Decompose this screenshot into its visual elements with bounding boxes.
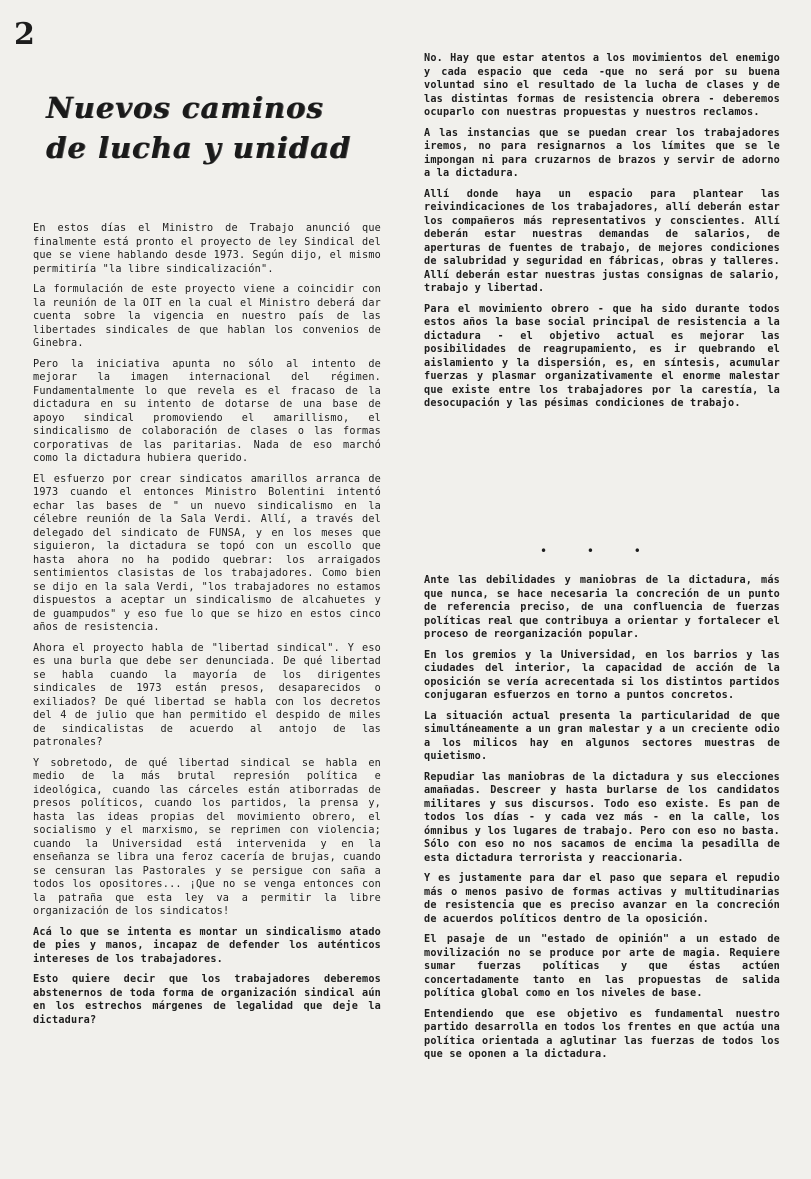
left-column xyxy=(33,222,381,1034)
paragraph: La situación actual presenta la particularidad de que simultáneamente a un gran malestar y a un creciente odio a los milicos hay en algunos sectores muestras de quietismo. xyxy=(424,710,780,762)
paragraph: El esfuerzo por crear sindicatos amarillos arranca de 1973 cuando el entonces Ministro Bolentini intentó echar las bases de " un nuevo sindicalismo en la célebre reunión de la Sala Verdi. Allí, a través del delegado del sindicato de FUNSA, y en los meses que siguieron, la dictadura se topó con un escollo que hasta ahora no ha podido quebrar: los arraigados sentimientos clasistas de los trabajadores. Como bien se dijo en la sala Verdi, "los trabajadores no estamos dispuestos a aceptar un sindicalismo de alcahuetes y de guampudos" y eso fue lo que se hizo en estos cinco años de resistencia. xyxy=(33,473,381,633)
paragraph: El pasaje de un "estado de opinión" a un estado de movilización no se produce por arte de magia. Requiere sumar fuerzas políticas y que éstas actúen concertadamente tanto en las propuestas de salida política global como en los niveles de base. xyxy=(424,934,780,999)
title-line-2: de lucha y unidad xyxy=(46,131,352,165)
paragraph: Ahora el proyecto habla de "libertad sindical". Y eso es una burla que debe ser denunciada. De qué libertad se habla cuando la mayoría de los dirigentes sindicales de 1973 están presos, desaparecidos o exiliados? De qué libertad se habla con los decretos del 4 de julio que han permitido el despido de miles de sindicalistas de acuerdo al antojo de las patronales? xyxy=(33,642,381,748)
paragraph: La formulación de este proyecto viene a coincidir con la reunión de la OIT en la cual el Ministro deberá dar cuenta sobre la vigencia en nuestro país de las libertades sindicales de que hablan los convenios de Ginebra. xyxy=(33,284,381,349)
page-number: 2 xyxy=(14,17,35,52)
section-separator: • • • xyxy=(540,544,659,558)
paragraph: Para el movimiento obrero - que ha sido durante todos estos años la base social principal de resistencia a la dictadura - el objetivo actual es mejorar las posibilidades de reagrupamiento, es ir quebrando el aislamiento y la dispersión, es, en síntesis, acumular fuerzas y plasmar organizativamente el enorme malestar que existe entre los trabajadores por la carestía, la desocupación y las pésimas condiciones de trabajo. xyxy=(424,303,780,409)
paragraph: Y es justamente para dar el paso que separa el repudio más o menos pasivo de formas activas y multitudinarias de resistencia que es preciso avanzar en la concreción de acuerdos políticos dentro de la oposición. xyxy=(424,873,780,925)
title-line-1: Nuevos caminos xyxy=(46,91,324,125)
paragraph: Repudiar las maniobras de la dictadura y sus elecciones amañadas. Descreer y hasta burlarse de los candidatos militares y sus discursos. Todo eso existe. Es pan de todos los días - y cada vez más - en la calle, los ómnibus y los lugares de trabajo. Pero con eso no basta. Sólo con eso no nos sacamos de encima la pesadilla de esta dictadura terrorista y reaccionaria. xyxy=(424,771,780,864)
paragraph: Entendiendo que ese objetivo es fundamental nuestro partido desarrolla en todos los frentes en que actúa una política orientada a aglutinar las fuerzas de todos los que se oponen a la dictadura. xyxy=(424,1008,780,1060)
paragraph: Acá lo que se intenta es montar un sindicalismo atado de pies y manos, incapaz de defender los auténticos intereses de los trabajadores. xyxy=(33,926,381,965)
paragraph: Ante las debilidades y maniobras de la dictadura, más que nunca, se hace necesaria la concreción de un punto de referencia preciso, de una confluencia de fuerzas políticas real que contribuya a orientar y fortalecer el proceso de reorganización popular. xyxy=(424,575,780,640)
paragraph: Pero la iniciativa apunta no sólo al intento de mejorar la imagen internacional del régimen. Fundamentalmente lo que revela es el fracaso de la dictadura en su intento de dotarse de una base de apoyo sindical promoviendo el amarillismo, el sindicalismo de colaboración de clases o las formas corporativas de las paritarias. Nada de eso marchó como la dictadura hubiera querido. xyxy=(33,358,381,464)
paragraph: Y sobretodo, de qué libertad sindical se habla en medio de la más brutal represión política e ideológica, cuando las cárceles están atiborradas de presos políticos, cuando los partidos, la prensa y, hasta las ideas propias del movimiento obrero, el socialismo y el marxismo, se reprimen con violencia; cuando la Universidad está intervenida y en la enseñanza se libra una feroz cacería de brujas, cuando se censuran las Pastorales y se persigue con saña a todos los opositores... ¡Que no se venga entonces con la patraña que esta ley va a permitir la libre organización de los sindicatos! xyxy=(33,757,381,917)
paragraph: A las instancias que se puedan crear los trabajadores iremos, no para resignarnos a los límites que se le impongan ni para cruzarnos de brazos y servir de adorno a la dictadura. xyxy=(424,127,780,179)
paragraph: No. Hay que estar atentos a los movimientos del enemigo y cada espacio que ceda -que no será por su buena voluntad sino el resultado de la lucha de clases y de las distintas formas de resistencia obrera - deberemos ocuparlo con nuestras propuestas y nuestros reclamos. xyxy=(424,53,780,118)
paragraph: En estos días el Ministro de Trabajo anunció que finalmente está pronto el proyecto de ley Sindical del que se viene hablando desde 1973. Según dijo, el mismo permitiría "la libre sindicalización". xyxy=(33,223,381,275)
paragraph: En los gremios y la Universidad, en los barrios y las ciudades del interior, la capacidad de acción de la oposición se vería acrecentada si los distintos partidos conjugaran esfuerzos en torno a puntos concretos. xyxy=(424,649,780,701)
right-column-bottom xyxy=(424,574,780,1069)
paragraph: Allí donde haya un espacio para plantear las reivindicaciones de los trabajadores, allí deberán estar los compañeros más representativos y conscientes. Allí deberán estar nuestras demandas de salarios, de aperturas de fuentes de trabajo, de mejores condiciones de salubridad y seguridad en fábricas, obras y talleres. Allí deberán estar nuestras justas consignas de salario, trabajo y libertad. xyxy=(424,188,780,294)
right-column-top xyxy=(424,52,780,418)
paragraph: Esto quiere decir que los trabajadores deberemos abstenernos de toda forma de organización sindical aún en los estrechos márgenes de legalidad que deje la dictadura? xyxy=(33,974,381,1026)
article-title xyxy=(46,88,386,168)
